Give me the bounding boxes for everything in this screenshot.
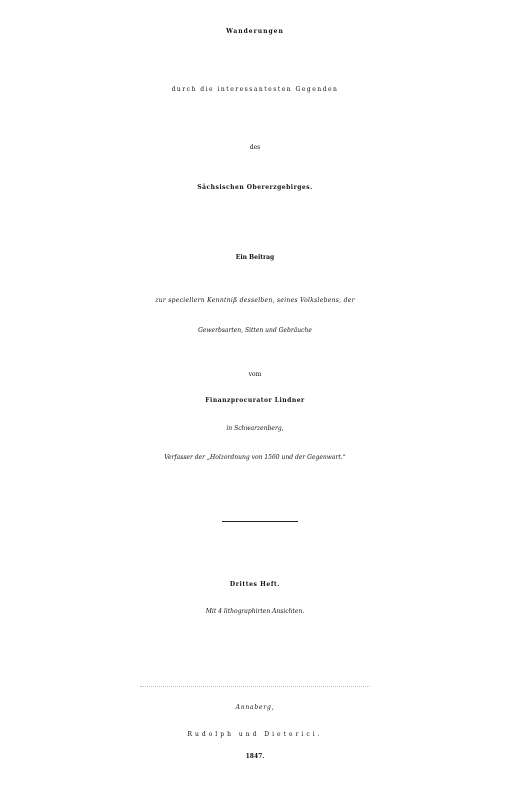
author-name: Finanzprocurator Lindner (205, 397, 305, 404)
issue-label: Drittes Heft. (229, 581, 281, 588)
publisher-name: Rudolph und Dieterici. (187, 731, 323, 738)
author-place: in Schwarzenberg, (226, 425, 284, 432)
subtitle: durch die interessantesten Gegenden (171, 86, 339, 93)
vom-label: vom (248, 371, 262, 378)
main-title: Sächsischen Obererzgebirges. (197, 184, 313, 191)
publication-city: Annaberg, (235, 704, 275, 711)
description-line-1: zur speciellern Kenntniß desselben, seines Volkslebens, der (155, 297, 355, 304)
article-des: des (249, 144, 261, 151)
print-specks (140, 686, 370, 689)
publication-year: 1847. (245, 753, 265, 760)
illustrations-note: Mit 4 lithographirten Ansichten. (205, 608, 305, 615)
author-work: Verfasser der „Holzordnung von 1560 und der Gegenwart.“ (164, 454, 346, 461)
description-line-2: Gewerbsarten, Sitten und Gebräuche (198, 327, 312, 334)
page-title: Wanderungen (226, 28, 284, 35)
beitrag-heading: Ein Beitrag (235, 254, 275, 261)
separator-rule (222, 521, 298, 522)
